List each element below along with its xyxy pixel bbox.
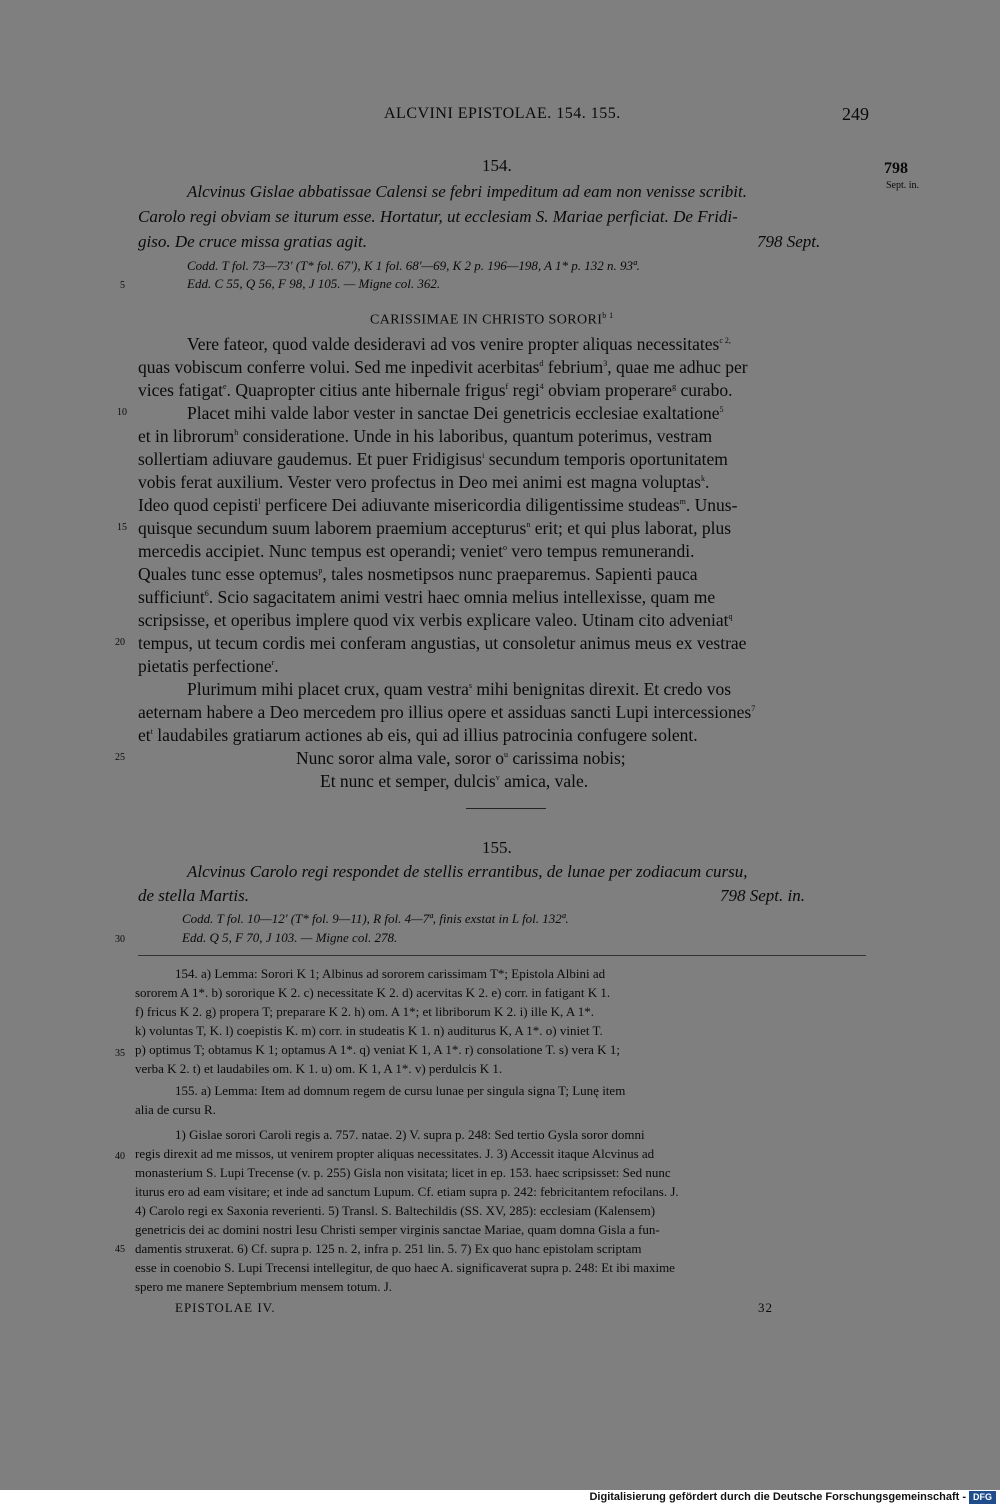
footnote-line-2: regis direxit ad me missos, ut venirem propter aliquas necessitates. J. 3) Accessit itaque Alcvinus ad bbox=[135, 1146, 655, 1161]
body-line-7: vobis ferat auxilium. Vester vero profectus in Deo mei animi est magna voluptas$^k$. bbox=[138, 472, 710, 492]
running-title: ALCVINI EPISTOLAE. 154. 155. bbox=[384, 105, 621, 122]
footnote-line-7: damentis struxerat. 6) Cf. supra p. 125 n. 2, infra p. 251 lin. 5. 7) Ex quo hanc epistolam scriptam bbox=[135, 1241, 642, 1256]
line-number-10: 10 bbox=[117, 407, 127, 418]
body-line-6: sollertiam adiuvare gaudemus. Et puer Fridigisus$^i$ secundum temporis oportunitatem bbox=[138, 449, 728, 469]
note-line-6: verba K 2. t) et laudabiles om. K 1. u) om. K 1, A 1*. v) perdulcis K 1. bbox=[135, 1061, 503, 1076]
note-line-5: p) optimus T; obtamus K 1; optamus A 1*. q) veniat K 1, A 1*. r) consolatione T. s) vera K 1; bbox=[135, 1042, 620, 1057]
body-line-18: $et^t$ laudabiles gratiarum actiones ab eis, qui ad illius patrocinia confugere solent. bbox=[138, 725, 698, 745]
body-line-13: scripsisse, et operibus implere quod vix verbis explicare valeo. Utinam cito adveniat$^q$ bbox=[138, 610, 733, 630]
footnote-line-5: 4) Carolo regi ex Saxonia reverienti. 5) Transl. S. Baltechildis (SS. XV, 285): ecclesiam (Kalensem) bbox=[135, 1203, 656, 1218]
body-line-1: Vere fateor, quod valde desideravi ad vos venire propter aliquas necessitates$^{c 2,}$ bbox=[187, 334, 731, 354]
letter-separator bbox=[466, 808, 546, 809]
signature-left: EPISTOLAE IV. bbox=[175, 1300, 276, 1315]
line-number-30: 30 bbox=[115, 934, 125, 945]
letter-154-summary-1: Alcvinus Gislae abbatissae Calensi se febri impeditum ad eam non venisse scribit. bbox=[187, 182, 747, 201]
letter-154-summary-3: giso. De cruce missa gratias agit. bbox=[138, 232, 368, 251]
letter-155-summary-1: Alcvinus Carolo regi respondet de stellis errantibus, de lunae per zodiacum cursu, bbox=[187, 862, 748, 881]
letter-155-number: 155. bbox=[482, 838, 512, 857]
address-text: CARISSIMAE IN CHRISTO SORORI bbox=[370, 312, 603, 328]
letter-154-summary-2: Carolo regi obviam se iturum esse. Hortatur, ut ecclesiam S. Mariae perficiat. De Fridi- bbox=[138, 207, 738, 226]
footnote-line-9: spero me manere Septembrium mensem totum. J. bbox=[135, 1279, 393, 1294]
line-number-20: 20 bbox=[115, 637, 125, 648]
note-line-1: 154. a) Lemma: Sorori K 1; Albinus ad sororem carissimam T*; Epistola Albini ad bbox=[175, 966, 606, 981]
body-line-16: Plurimum mihi placet crux, quam vestra$^s$ mihi benignitas direxit. Et credo vos bbox=[187, 679, 732, 699]
body-line-15: pietatis perfectione$^r$. bbox=[138, 656, 279, 676]
letter-154-codd: Codd. T fol. 73—73' (T* fol. 67'), K 1 fol. 68'—69, K 2 p. 196—198, A 1* p. 132 n. 93ª. bbox=[187, 258, 640, 273]
body-line-14: tempus, ut tecum cordis mei conferam angustias, ut consoletur animus meus ex vestrae bbox=[138, 633, 747, 653]
page-number: 249 bbox=[842, 104, 869, 124]
footnote-line-3: monasterium S. Lupi Trecense (v. p. 255) Gisla non visitata; licet in ep. 153. haec scripsisset: Sed nunc bbox=[135, 1165, 671, 1180]
body-line-9: quisque secundum suum laborem praemium accepturus$^n$ erit; et qui plus laborat, plus bbox=[138, 518, 732, 538]
margin-year: 798 bbox=[884, 160, 908, 177]
line-number-40: 40 bbox=[115, 1151, 125, 1162]
letter-155-summary-2: de stella Martis. bbox=[138, 886, 249, 905]
letter-154-number: 154. bbox=[482, 156, 512, 175]
verse-line-1: Nunc soror alma vale, soror $o^u$ carissima nobis; bbox=[296, 748, 626, 768]
note-line-3: f) fricus K 2. g) propera T; preparare K 2. h) om. A 1*; et libriborum K 2. i) ille K, A 1*. bbox=[135, 1004, 594, 1019]
body-line-3: vices fatigat$^e$. Quapropter citius ante hibernale frigus$^f$ regi$^4$ obviam properare$^g$ curabo. bbox=[138, 380, 733, 400]
note-line-8: alia de cursu R. bbox=[135, 1102, 216, 1117]
body-line-11: Quales tunc esse optemus$^p$, tales nosmetipsos nunc praeparemus. Sapienti pauca bbox=[138, 564, 698, 584]
body-line-2: quas vobiscum conferre volui. Sed me inpedivit acerbitas$^d$ febrium$^3$, quae me adhuc per bbox=[138, 357, 748, 377]
footnote-line-6: genetricis dei ac domini nostri Iesu Christi semper virginis sanctae Mariae, quam domna Gisla a fun- bbox=[135, 1222, 660, 1237]
body-line-8: Ideo quod cepisti$^l$ perficere Dei adiuvante misericordia diligentissime studeas$^m$. Unus- bbox=[138, 495, 738, 515]
verse-line-2: Et nunc et semper, dulcis$^v$ amica, vale. bbox=[320, 771, 589, 791]
body-line-5: et in librorum$^h$ consideratione. Unde in his laboribus, quantum poterimus, vestram bbox=[138, 426, 713, 446]
letter-154-edd: Edd. C 55, Q 56, F 98, J 105. — Migne col. 362. bbox=[187, 276, 441, 291]
footnote-line-8: esse in coenobio S. Lupi Trecensi intellegitur, de quo haec A. significaverat supra p. 248: Et ibi maxime bbox=[135, 1260, 675, 1275]
line-number-15: 15 bbox=[117, 522, 127, 533]
body-line-12: sufficiunt$^6$. Scio sagacitatem animi vestri haec omnia melius intellexisse, quam me bbox=[138, 587, 716, 607]
footnote-line-4: iturus ero ad eam visitare; et inde ad sanctum Lupum. Cf. etiam supra p. 242: febricitantem refocilans. J. bbox=[135, 1184, 679, 1199]
note-line-2: sororem A 1*. b) sororique K 2. c) necessitate K 2. d) acervitas K 2. e) corr. in fatigant K 1. bbox=[135, 985, 611, 1000]
signature-right: 32 bbox=[758, 1300, 773, 1315]
letter-155-edd: Edd. Q 5, F 70, J 103. — Migne col. 278. bbox=[182, 930, 398, 945]
letter-155-date: 798 Sept. in. bbox=[720, 886, 805, 905]
body-line-10: mercedis accipiet. Nunc tempus est operandi; veniet$^o$ vero tempus remunerandi. bbox=[138, 541, 695, 561]
body-line-4: Placet mihi valde labor vester in sanctae Dei genetricis ecclesiae exaltatione$^5$ bbox=[187, 403, 724, 423]
address-sup: b 1 bbox=[602, 311, 614, 320]
line-number-5: 5 bbox=[120, 280, 125, 291]
note-line-4: k) voluntas T, K. l) coepistis K. m) corr. in studeatis K 1. n) auditurus K, A 1*. o) viniet T. bbox=[135, 1023, 603, 1038]
note-line-7: 155. a) Lemma: Item ad domnum regem de cursu lunae per singula signa T; Lunę item bbox=[175, 1083, 626, 1098]
line-number-45: 45 bbox=[115, 1244, 125, 1255]
letter-154-date: 798 Sept. bbox=[757, 232, 821, 251]
body-line-17: aeternam habere a Deo mercedem pro illius opere et assiduas sancti Lupi intercessiones$^7$ bbox=[138, 702, 756, 722]
notes-rule bbox=[138, 955, 866, 956]
margin-month: Sept. in. bbox=[886, 180, 920, 191]
line-number-35: 35 bbox=[115, 1048, 125, 1059]
footnote-line-1: 1) Gislae sorori Caroli regis a. 757. natae. 2) V. supra p. 248: Sed tertio Gysla soror domni bbox=[175, 1127, 645, 1142]
dfg-logo-icon: DFG bbox=[969, 1491, 996, 1504]
letter-154-address bbox=[370, 311, 613, 329]
letter-155-codd: Codd. T fol. 10—12' (T* fol. 9—11), R fol. 4—7ª, finis exstat in L fol. 132ª. bbox=[182, 911, 569, 926]
line-number-25: 25 bbox=[115, 752, 125, 763]
footer-funding-text: Digitalisierung gefördert durch die Deutsche Forschungsgemeinschaft - bbox=[589, 1491, 966, 1503]
